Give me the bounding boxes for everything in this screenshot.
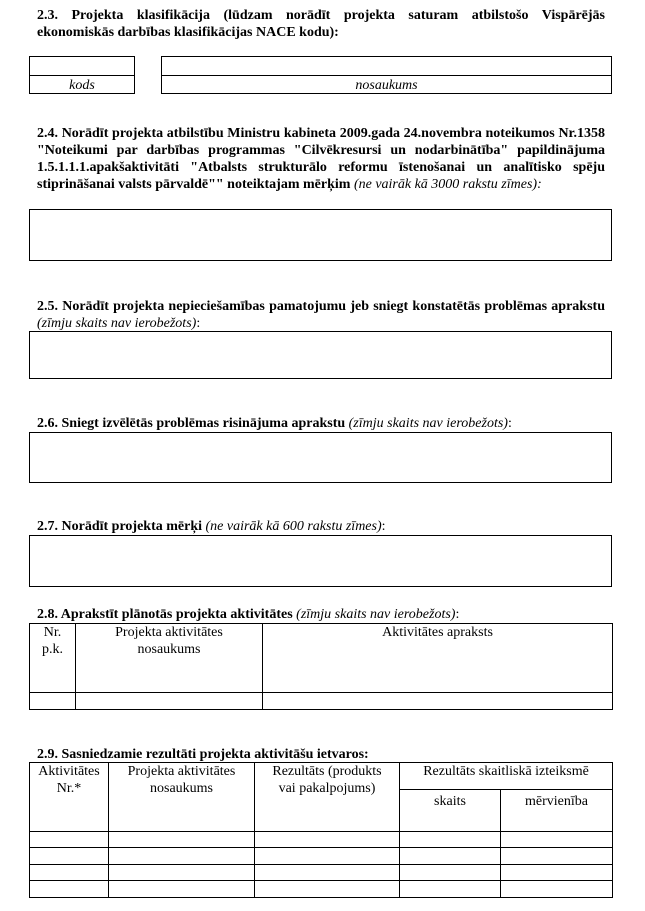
table-row	[30, 848, 613, 865]
nace-name-label: nosaukums	[355, 78, 418, 93]
results-cell[interactable]	[30, 832, 109, 848]
section-2-8-heading	[37, 606, 605, 623]
section-2-5-colon: :	[196, 316, 201, 331]
section-2-8-title: 2.8. Aprakstīt plānotās projekta aktivitātes	[37, 607, 293, 622]
project-goal-field[interactable]	[29, 535, 612, 587]
table-row	[30, 881, 613, 898]
results-cell[interactable]	[400, 865, 501, 881]
results-cell[interactable]	[109, 848, 255, 865]
nace-code-field[interactable]	[29, 56, 135, 76]
section-2-8-colon: :	[455, 607, 460, 622]
results-cell[interactable]	[400, 832, 501, 848]
results-cell[interactable]	[30, 881, 109, 898]
section-2-5-note: (zīmju skaits nav ierobežots)	[37, 316, 197, 331]
results-cell[interactable]	[255, 848, 400, 865]
section-2-3-heading	[37, 7, 605, 41]
results-cell[interactable]	[109, 881, 255, 898]
section-2-6-title: 2.6. Sniegt izvēlētās problēmas risinājuma aprakstu	[37, 416, 346, 431]
results-cell[interactable]	[501, 848, 613, 865]
results-header-unit: mērvienība	[501, 790, 613, 832]
results-cell[interactable]	[30, 865, 109, 881]
results-header-count: skaits	[400, 790, 501, 832]
section-2-8-note: (zīmju skaits nav ierobežots)	[296, 607, 456, 622]
section-2-5-heading	[37, 298, 605, 332]
activities-cell-desc[interactable]	[263, 693, 613, 710]
activities-cell-nr[interactable]	[30, 693, 76, 710]
section-2-6-note: (zīmju skaits nav ierobežots)	[348, 416, 508, 431]
results-cell[interactable]	[255, 832, 400, 848]
nace-code-label: kods	[69, 78, 95, 93]
results-header-nr: Aktivitātes Nr.*	[30, 763, 109, 832]
section-2-7-title: 2.7. Norādīt projekta mērķi	[37, 519, 202, 534]
section-2-4-title: 2.4. Norādīt projekta atbilstību Ministru kabineta 2009.gada 24.novembra noteikumos Nr.1358 "Noteikumi par darbības programmas "Cilvēkresursi un nodarbinātība" papildinājuma 1.5.1.1.1.apakšaktivitāti "Atbalsts strukturālo reformu īstenošanai un analītisko spēju stiprināšanai valsts pārvaldē"" noteiktajam mērķim	[37, 126, 605, 192]
results-cell[interactable]	[501, 832, 613, 848]
results-cell[interactable]	[255, 881, 400, 898]
activities-cell-name[interactable]	[76, 693, 263, 710]
table-row	[30, 693, 613, 710]
results-header-name: Projekta aktivitātes nosaukums	[109, 763, 255, 832]
objective-compliance-field[interactable]	[29, 209, 612, 261]
table-row	[30, 865, 613, 881]
section-2-7-note: (ne vairāk kā 600 rakstu zīmes)	[205, 519, 382, 534]
activities-header-name: Projekta aktivitātes nosaukums	[76, 624, 263, 693]
section-2-9-heading	[37, 746, 605, 763]
section-2-7-heading	[37, 518, 605, 535]
results-cell[interactable]	[400, 881, 501, 898]
activities-header-nr: Nr. p.k.	[30, 624, 76, 693]
section-2-4-heading	[37, 125, 605, 193]
section-2-6-colon: :	[507, 416, 512, 431]
results-cell[interactable]	[30, 848, 109, 865]
table-row	[30, 832, 613, 848]
section-2-7-colon: :	[381, 519, 386, 534]
results-cell[interactable]	[255, 865, 400, 881]
results-header-numeric: Rezultāts skaitliskā izteiksmē	[400, 763, 613, 790]
results-cell[interactable]	[109, 865, 255, 881]
problem-justification-field[interactable]	[29, 331, 612, 379]
results-header-result: Rezultāts (produkts vai pakalpojums)	[255, 763, 400, 832]
section-2-6-heading	[37, 415, 605, 432]
solution-description-field[interactable]	[29, 432, 612, 483]
results-cell[interactable]	[109, 832, 255, 848]
results-cell[interactable]	[400, 848, 501, 865]
section-2-3-title: 2.3. Projekta klasifikācija (lūdzam norādīt projekta saturam atbilstošo Vispārējās ekonomiskās darbības klasifikācijas NACE kodu):	[37, 8, 605, 40]
section-2-4-note: (ne vairāk kā 3000 rakstu zīmes):	[353, 177, 542, 192]
results-cell[interactable]	[501, 881, 613, 898]
activities-header-desc: Aktivitātes apraksts	[263, 624, 613, 693]
nace-name-field[interactable]	[161, 56, 612, 76]
section-2-9-title: 2.9. Sasniedzamie rezultāti projekta aktivitāšu ietvaros:	[37, 747, 369, 762]
activities-table	[29, 623, 613, 710]
results-table	[29, 762, 613, 898]
results-cell[interactable]	[501, 865, 613, 881]
section-2-5-title: 2.5. Norādīt projekta nepieciešamības pamatojumu jeb sniegt konstatētās problēmas aprakstu	[37, 299, 605, 314]
